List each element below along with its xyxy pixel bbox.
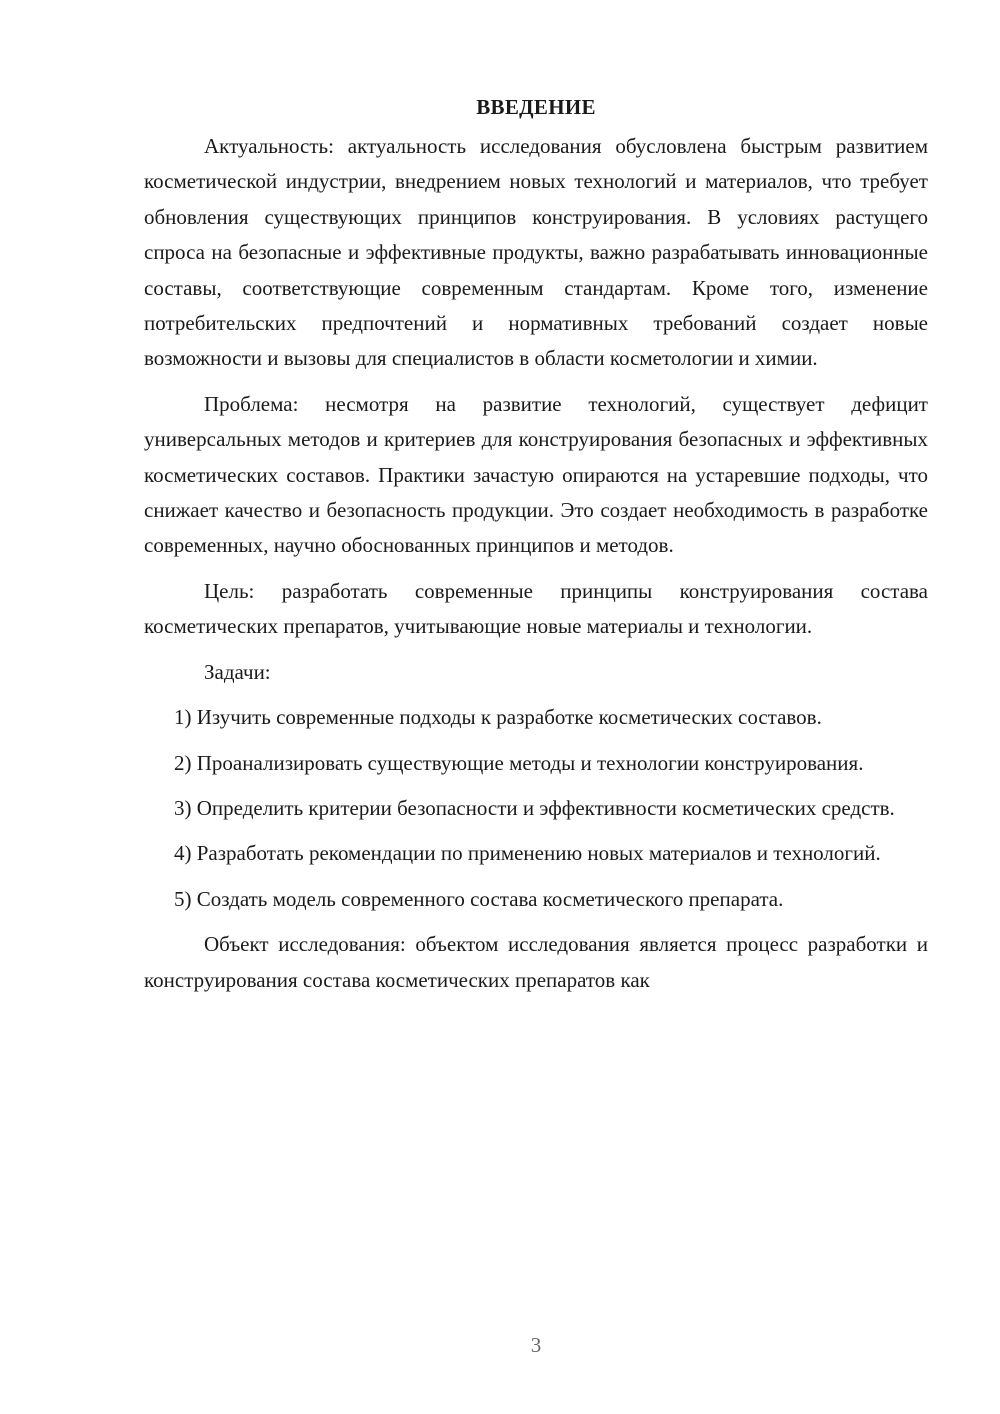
task-item-1: 1) Изучить современные подходы к разработке косметических составов.: [174, 705, 822, 730]
goal-paragraph: Цель: разработать современные принципы конструирования состава косметических препаратов, учитывающие новые материалы и технологии.: [144, 578, 928, 639]
tasks-label: Задачи:: [204, 659, 271, 684]
relevance-paragraph: Актуальность: актуальность исследования обусловлена быстрым развитием косметической индустрии, внедрением новых технологий и материалов, что требует обновления существующих принципов конструирования. В условиях растущего спроса на безопасные и эффективные продукты, важно разрабатывать инновационные составы, соответствующие современным стандартам. Кроме того, изменение потребительских предпочтений и нормативных требований создает новые возможности и вызовы для специалистов в области косметологии и химии.: [144, 134, 928, 371]
object-paragraph: Объект исследования: объектом исследования является процесс разработки и конструирования состава косметических препаратов как: [144, 932, 928, 992]
task-item-4: 4) Разработать рекомендации по применению новых материалов и технологий.: [174, 841, 881, 866]
task-item-5: 5) Создать модель современного состава косметического препарата.: [174, 886, 784, 911]
section-heading: ВВЕДЕНИЕ: [476, 95, 596, 119]
task-item-3: 3) Определить критерии безопасности и эффективности косметических средств.: [174, 795, 895, 820]
page-content: [144, 90, 928, 998]
page-number: 3: [530, 1333, 542, 1357]
problem-paragraph: Проблема: несмотря на развитие технологий, существует дефицит универсальных методов и критериев для конструирования безопасных и эффективных косметических составов. Практики зачастую опираются на устаревшие подходы, что снижает качество и безопасность продукции. Это создает необходимость в разработке современных, научно обоснованных принципов и методов.: [144, 391, 928, 558]
task-item-2: 2) Проанализировать существующие методы и технологии конструирования.: [174, 750, 864, 775]
